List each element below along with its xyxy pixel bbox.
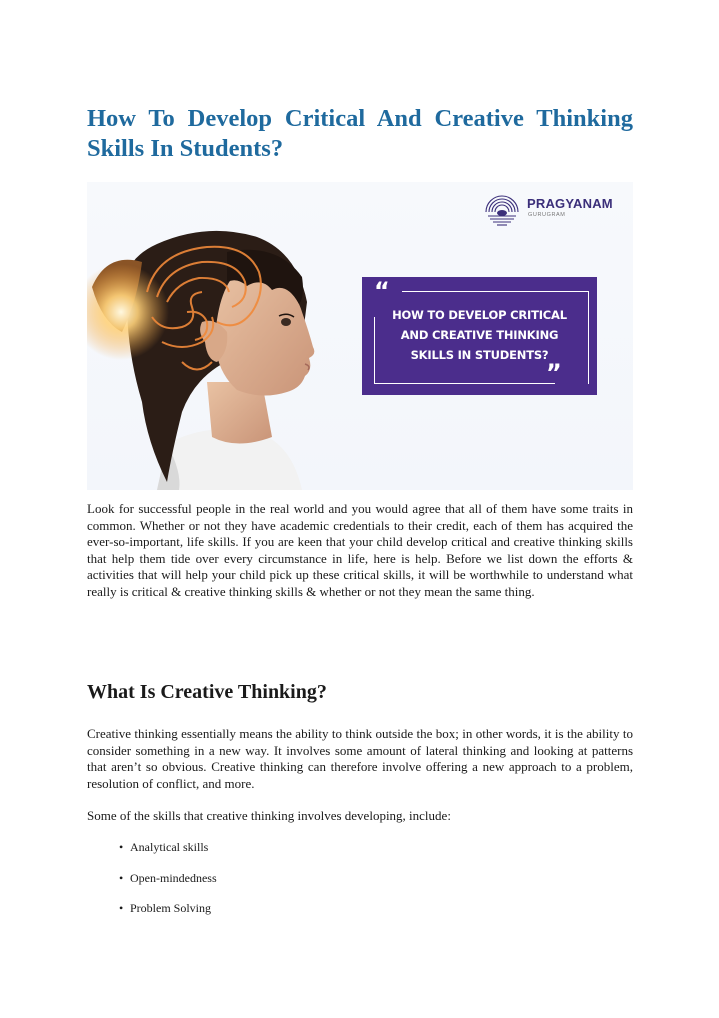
- bullet-icon: •: [119, 840, 124, 854]
- bullet-icon: •: [119, 870, 124, 885]
- creative-thinking-paragraph: Creative thinking essentially means the ability to think outside the box; in other words, it is the ability to consider something in a new way. It involves some amount of lateral thinking and looking at patterns that aren’t so obvious. Creative thinking can therefore involve offering a new approach to a problem, resolution of conflict, and more.: [87, 726, 633, 791]
- page-title: [87, 104, 633, 164]
- pragyanam-logo: [482, 188, 632, 228]
- logo-subtitle: GURUGRAM: [528, 212, 566, 218]
- list-item-label: Problem Solving: [130, 901, 212, 915]
- quote-line-2: AND CREATIVE THINKING: [400, 328, 559, 342]
- quote-box: [362, 277, 597, 395]
- title-line-2: Skills In Students?: [87, 135, 284, 162]
- hero-image: [87, 182, 633, 490]
- quote-line-1: HOW TO DEVELOP CRITICAL: [392, 308, 567, 322]
- list-item: [118, 901, 217, 932]
- logo-name: PRAGYANAM: [527, 196, 613, 211]
- quote-text: [372, 305, 587, 365]
- list-item: [118, 840, 217, 871]
- list-item-label: Analytical skills: [130, 840, 209, 854]
- close-quote-icon: ”: [546, 359, 562, 387]
- quote-line-3: SKILLS IN STUDENTS?: [410, 348, 549, 362]
- girl-brain-illustration-icon: [87, 182, 357, 490]
- list-item-label: Open-mindedness: [130, 870, 217, 885]
- title-line-1: How To Develop Critical And Creative Thinking: [87, 105, 633, 132]
- pragyanam-logo-icon: [482, 188, 522, 228]
- skills-list: [118, 840, 217, 932]
- skills-list-intro: Some of the skills that creative thinking involves developing, include:: [87, 808, 451, 823]
- intro-paragraph: Look for successful people in the real world and you would agree that all of them have some traits in common. Whether or not they have academic credentials to their credit, each of them has acquired the ever-so-important, life skills. If you are keen that your child develop critical and creative thinking skills that help them tide over every circumstance in life, here is help. Before we list down the efforts & activities that will help your child pick up these critical skills, it will be worthwhile to understand what really is critical & creative thinking skills & whether or not they mean the same thing.: [87, 501, 633, 599]
- section-heading-creative-thinking: What Is Creative Thinking?: [87, 681, 327, 703]
- list-item: [118, 871, 217, 902]
- open-quote-icon: “: [374, 277, 390, 305]
- bullet-icon: •: [119, 901, 124, 915]
